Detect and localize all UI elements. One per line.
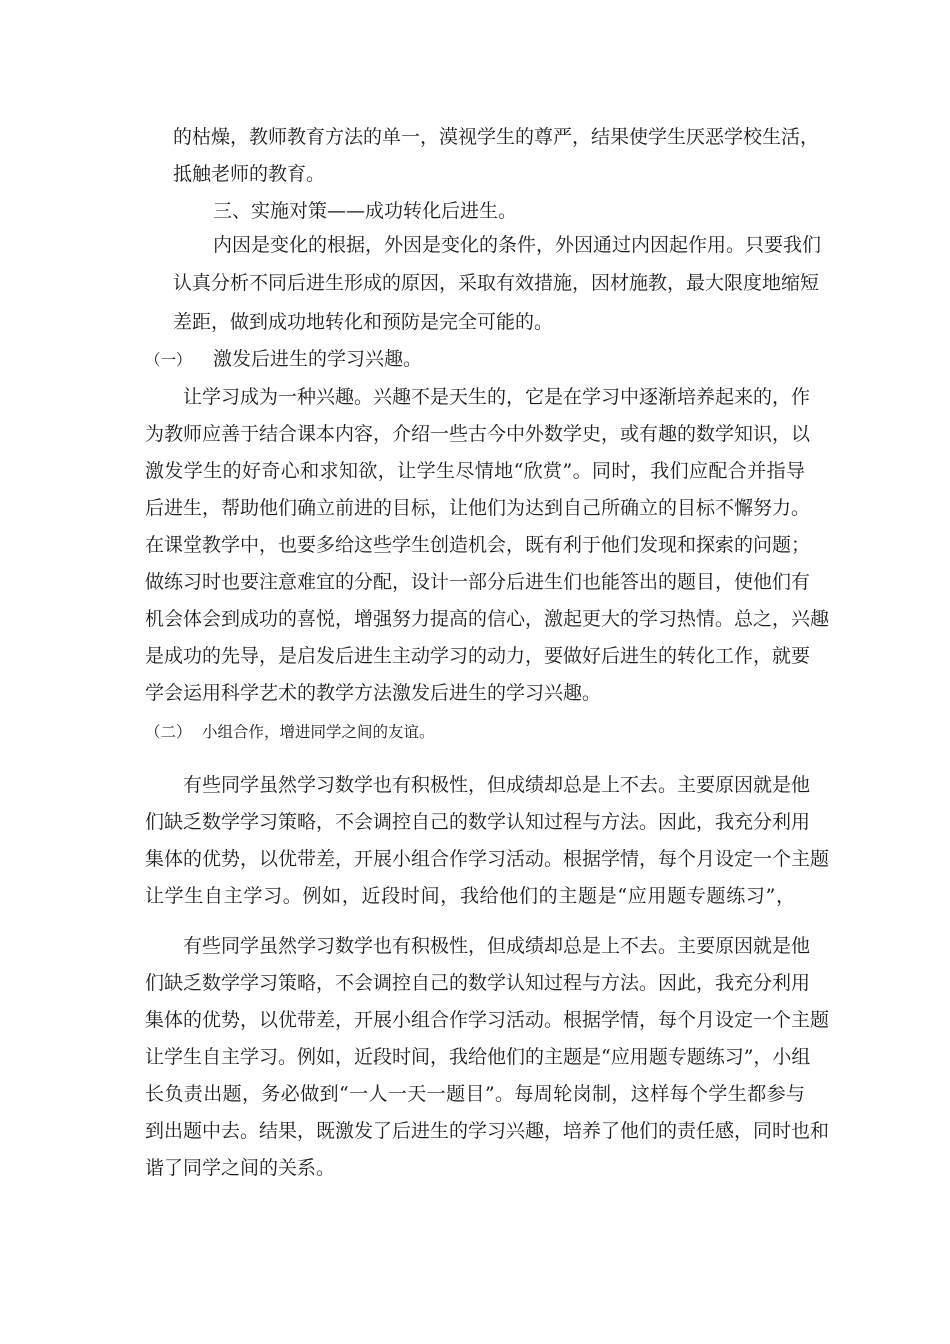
paragraph-line: 抵触老师的教育。 [173, 163, 326, 185]
paragraph-line: 们缺乏数学学习策略，不会调控自己的数学认知过程与方法。因此，我充分利用 [145, 972, 811, 994]
paragraph-line: 谐了同学之间的关系。 [145, 1157, 336, 1179]
paragraph-line: 集体的优势，以优带差，开展小组合作学习活动。根据学情，每个月设定一个主题 [145, 1009, 830, 1031]
paragraph-line: 让学习成为一种兴趣。兴趣不是天生的，它是在学习中逐渐培养起来的，作 [183, 386, 811, 408]
paragraph-line: 为教师应善于结合课本内容，介绍一些古今中外数学史，或有趣的数学知识，以 [145, 423, 811, 445]
paragraph-line: 是成功的先导，是启发后进生主动学习的动力，要做好后进生的转化工作，就要 [145, 645, 811, 667]
paragraph-line: 集体的优势，以优带差，开展小组合作学习活动。根据学情，每个月设定一个主题 [145, 848, 830, 870]
paragraph-line: 到出题中去。结果，既激发了后进生的学习兴趣，培养了他们的责任感，同时也和 [145, 1120, 830, 1142]
paragraph-line: 激发学生的好奇心和求知欲，让学生尽情地“欣赏”。同时，我们应配合并指导 [145, 460, 805, 482]
paragraph-line: 后进生，帮助他们确立前进的目标，让他们为达到自己所确立的目标不懈努力。 [145, 497, 811, 519]
paragraph-line: 做练习时也要注意难宜的分配，设计一部分后进生们也能答出的题目，使他们有 [145, 571, 811, 593]
paragraph-line: 们缺乏数学学习策略，不会调控自己的数学认知过程与方法。因此，我充分利用 [145, 811, 811, 833]
paragraph-line: 让学生自主学习。例如，近段时间，我给他们的主题是“应用题专题练习”， [145, 885, 795, 907]
paragraph-line: 学会运用科学艺术的教学方法激发后进生的学习兴趣。 [145, 682, 602, 704]
paragraph-line: 的枯燥，教师教育方法的单一，漠视学生的尊严，结果使学生厌恶学校生活， [173, 126, 820, 148]
paragraph-line: 长负责出题，务必做到“一人一天一题目”。每周轮岗制，这样每个学生都参与 [145, 1083, 805, 1105]
subsection-title: 激发后进生的学习兴趣。 [213, 348, 423, 370]
paragraph-line: 让学生自主学习。例如，近段时间，我给他们的主题是“应用题专题练习”，小组 [145, 1046, 811, 1068]
paragraph-line: 内因是变化的根据，外因是变化的条件，外因通过内因起作用。只要我们 [213, 234, 822, 256]
paragraph-line: 有些同学虽然学习数学也有积极性，但成绩却总是上不去。主要原因就是他 [183, 935, 811, 957]
subsection-number: （一） [145, 351, 192, 369]
paragraph-line: 认真分析不同后进生形成的原因，采取有效措施，因材施教，最大限度地缩短 [173, 272, 820, 294]
subsection-number: （二） [145, 723, 192, 741]
paragraph-line: 机会体会到成功的喜悦，增强努力提高的信心，激起更大的学习热情。总之，兴趣 [145, 608, 830, 630]
paragraph-line: 在课堂教学中，也要多给这些学生创造机会，既有利于他们发现和探索的问题； [145, 534, 811, 556]
paragraph-line: 有些同学虽然学习数学也有积极性，但成绩却总是上不去。主要原因就是他 [183, 774, 811, 796]
subsection-title: 小组合作，增进同学之间的友谊。 [202, 723, 435, 741]
paragraph-line: 差距，做到成功地转化和预防是完全可能的。 [173, 311, 554, 333]
section-heading: 三、实施对策——成功转化后进生。 [213, 200, 518, 222]
